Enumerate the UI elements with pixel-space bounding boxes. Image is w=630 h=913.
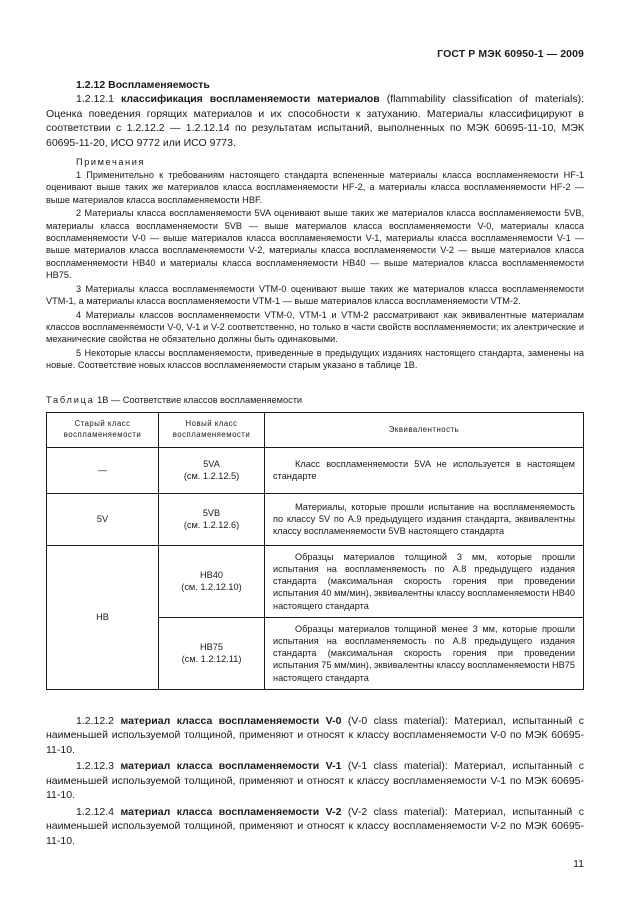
clause-number: 1.2.12.4: [76, 805, 114, 818]
table-caption: [46, 394, 584, 406]
header-equivalence: Эквивалентность: [265, 412, 584, 447]
new-class: HB75: [200, 642, 223, 653]
header-new-class: Новый класс воспламеняемости: [159, 412, 265, 447]
equivalence-text: Материалы, которые прошли испытание на воспламеняемость по классу 5V по А.9 предыдущего издания стандарта, эквивалентны классу воспламеняемости 5VB настоящего стандарта: [273, 501, 575, 537]
note-item: 5 Некоторые классы воспламеняемости, приведенные в предыдущих изданиях настоящего стандарта, заменены на новые. Соответствие новых классов воспламеняемости старым указано в таблице 1В.: [46, 348, 584, 371]
equivalence-cell: [265, 617, 584, 689]
clause-term: материал класса воспламеняемости V-0: [120, 714, 342, 727]
clause-1-2-12-1: [46, 92, 584, 150]
note-item: 1 Применительно к требованиям настоящего стандарта вспененные материалы класса воспламеняемости HF-1 оценивают выше таких же материалов класса воспламеняемости HF-2, а материалы класса воспламеняемости HF-2 — выше материалов класса воспламеняемости HBF.: [46, 170, 584, 205]
equivalence-cell: [265, 493, 584, 545]
new-class-ref: (см. 1.2.12.5): [183, 471, 240, 482]
new-class-cell: [159, 493, 265, 545]
page-number: 11: [573, 858, 584, 870]
standard-header: ГОСТ Р МЭК 60950-1 — 2009: [437, 48, 584, 60]
clause-number: 1.2.12.3: [76, 760, 114, 773]
clause-1-2-12-2: [46, 714, 584, 758]
clause-text: (V-1 class material): Материал, испытанный с наименьшей используемой толщиной, применяют и относят к классу воспламеняемости V-1 по МЭК 60695-11-10.: [46, 760, 584, 802]
section-number: 1.2.12: [76, 79, 106, 91]
section-title: Воспламеняемость: [108, 79, 210, 91]
page-content: [46, 78, 584, 850]
clause-number: 1.2.12.2: [76, 714, 114, 727]
old-class-cell: —: [47, 447, 159, 493]
clause-text: (flammability classification of materials): Оценка поведения горящих материалов и их способности к затуханию. Материалы классифицируют в соответствии с 1.2.12.2 — 1.2.12.14 по результатам испытаний, выполненных по МЭК 60695-11-10, МЭК 60695-11-20, ИСО 9772 или ИСО 9773.: [46, 93, 584, 149]
notes-block: [46, 156, 584, 372]
table-row: [47, 545, 584, 617]
equivalence-text: Образцы материалов толщиной 3 мм, которые прошли испытания на воспламеняемость по А.8 предыдущего издания стандарта (максимальная скорость горения при проведении испытания 40 мм/мин), эквивалентны классу воспламеняемости HB40 настоящего стандарта: [273, 551, 575, 611]
note-item: 4 Материалы классов воспламеняемости VTM-0, VTM-1 и VTM-2 рассматривают как эквивалентные материалам классов воспламеняемости V-0, V-1 и V-2 соответственно, но только в части свойств воспламеняемости; их электрические и механические свойства не обязательно должны быть одинаковыми.: [46, 309, 584, 345]
old-class-cell: HB: [47, 545, 159, 689]
clause-number: 1.2.12.1: [76, 93, 114, 105]
clause-text: (V-2 class material): Материал, испытанный с наименьшей используемой толщиной, применяют и относят к классу воспламеняемости V-2 по МЭК 60695-11-10.: [46, 805, 584, 847]
flammability-table: [46, 412, 584, 690]
new-class: 5VB: [202, 508, 221, 519]
table-row: [47, 493, 584, 545]
new-class-cell: [159, 617, 265, 689]
table-header-row: [47, 412, 584, 447]
definitions-block: [46, 714, 584, 849]
section-heading: [46, 78, 584, 92]
header-old-class: Старый класс воспламеняемости: [47, 412, 159, 447]
table-caption-word: Таблица: [46, 394, 95, 405]
clause-1-2-12-3: [46, 759, 584, 803]
clause-term: материал класса воспламеняемости V-2: [120, 805, 342, 818]
clause-term: материал класса воспламеняемости V-1: [120, 760, 342, 773]
equivalence-cell: [265, 447, 584, 493]
new-class-ref: (см. 1.2.12.10): [181, 582, 242, 593]
new-class: HB40: [200, 570, 223, 581]
equivalence-text: Образцы материалов толщиной менее 3 мм, которые прошли испытания на воспламеняемость по А.8 предыдущего издания стандарта (максимальная скорость горения при проведении испытания 75 мм/мин), эквивалентны классу воспламеняемости HB75 настоящего стандарта: [273, 623, 575, 683]
table-row: [47, 447, 584, 493]
table-caption-text: 1В — Соответствие классов воспламеняемости: [94, 394, 303, 405]
notes-title: Примечания: [76, 157, 146, 167]
equivalence-cell: [265, 545, 584, 617]
equivalence-text: Класс воспламеняемости 5VA не используется в настоящем стандарте: [273, 459, 575, 482]
new-class-cell: [159, 545, 265, 617]
old-class-cell: 5V: [47, 493, 159, 545]
clause-term: классификация воспламеняемости материалов: [120, 93, 380, 105]
new-class-cell: [159, 447, 265, 493]
note-item: 3 Материалы класса воспламеняемости VTM-0 оценивают выше таких же материалов класса воспламеняемости VTM-1, а материалы класса воспламеняемости VTM-1 — выше материалов класса воспламеняемости VTM-2.: [46, 283, 584, 306]
clause-1-2-12-4: [46, 805, 584, 849]
new-class-ref: (см. 1.2.12.11): [181, 654, 242, 665]
clause-text: (V-0 class material): Материал, испытанный с наименьшей используемой толщиной, применяют и относят к классу воспламеняемости V-0 по МЭК 60695-11-10.: [46, 714, 584, 756]
new-class-ref: (см. 1.2.12.6): [183, 520, 240, 531]
new-class: 5VA: [203, 459, 220, 470]
note-item: 2 Материалы класса воспламеняемости 5VA оценивают выше таких же материалов класса воспламеняемости 5VB, материалы класса воспламеняемости 5VB — выше материалов класса воспламеняемости V-0, материалы класса воспламеняемости V-0 — выше материалов класса воспламеняемости V-1, материалы класса воспламеняемости V-1 — выше материалов класса воспламеняемости V-2, материалы класса воспламеняемости V-2 — выше материалов класса воспламеняемости HB40 и материалы класса воспламеняемости HB40 — выше материалов класса воспламеняемости HB75.: [46, 208, 584, 280]
